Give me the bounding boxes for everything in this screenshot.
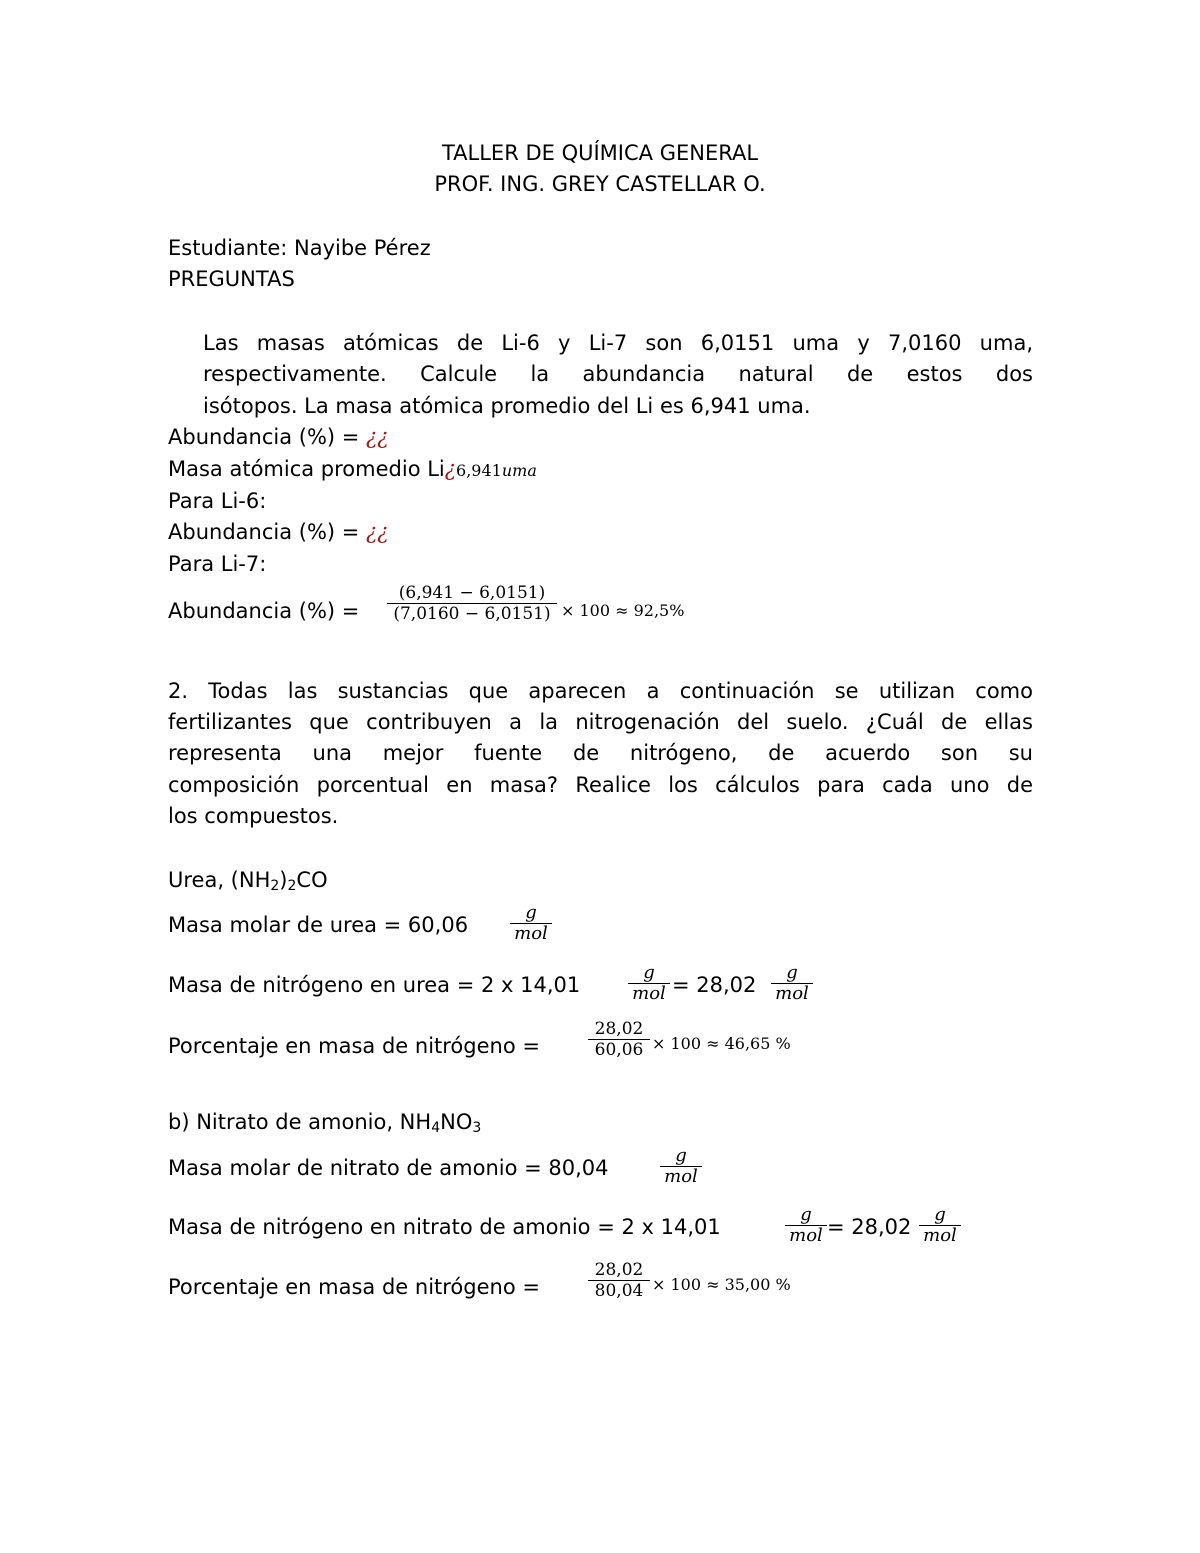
nitrate-molar-label: Masa molar de nitrato de amonio = 80,04 — [168, 1156, 609, 1180]
nitrate-percent-fraction — [588, 1260, 650, 1301]
unit-fraction — [785, 1205, 827, 1246]
average-mass-line — [168, 456, 537, 484]
urea-percent-label: Porcentaje en masa de nitrógeno = — [168, 1034, 540, 1058]
q1-line-1: Las masas atómicas de Li-6 y Li-7 son 6,0151 uma y 7,0160 uma, — [203, 331, 1033, 355]
unit-mol: mol — [789, 1225, 823, 1246]
unit-g: g — [510, 903, 552, 924]
urea-molar-label: Masa molar de urea = 60,06 — [168, 913, 469, 937]
urea-nitrogen-label: Masa de nitrógeno en urea = 2 x 14,01 — [168, 973, 581, 997]
unit-fraction — [771, 963, 813, 1004]
nitrate-percent-numerator: 28,02 — [588, 1260, 650, 1281]
q1-line-2: respectivamente. Calcule la abundancia natural de estos dos — [203, 362, 1033, 386]
abundance-line-2 — [168, 519, 389, 545]
unit-g: g — [660, 1146, 702, 1167]
li6-label: Para Li-6: — [168, 489, 267, 513]
document-title: TALLER DE QUÍMICA GENERAL — [441, 141, 759, 165]
unit-fraction — [919, 1205, 961, 1246]
nitrate-nitrogen-eq: = 28,02 — [827, 1215, 912, 1239]
section-label: PREGUNTAS — [168, 267, 295, 291]
average-mass-label: Masa atómica promedio Li — [168, 457, 445, 481]
unit-fraction — [660, 1146, 702, 1187]
urea-percent-result: × 100 ≈ 46,65 % — [652, 1034, 791, 1053]
urea-subscript-2: 2 — [287, 878, 297, 894]
urea-nitrogen-eq: = 28,02 — [672, 973, 757, 997]
unit-g: g — [785, 1205, 827, 1226]
nitrate-percent-result: × 100 ≈ 35,00 % — [652, 1275, 791, 1294]
unit-mol: mol — [514, 923, 548, 944]
li7-result: × 100 ≈ 92,5% — [561, 601, 685, 620]
average-mass-unit: uma — [501, 461, 537, 480]
nitrate-title — [168, 1109, 481, 1135]
abundance-label: Abundancia (%) = — [168, 425, 367, 449]
nitrate-subscript-2: 3 — [472, 1120, 482, 1136]
unit-fraction — [510, 903, 552, 944]
missing-equation-glyph: ¿ — [444, 457, 457, 481]
unit-mol: mol — [775, 983, 809, 1004]
unit-g: g — [771, 963, 813, 984]
average-mass-value: 6,941 — [456, 461, 502, 480]
student-line: Estudiante: Nayibe Pérez — [168, 236, 431, 260]
urea-subscript-1: 2 — [270, 878, 280, 894]
q2-line-5: los compuestos. — [168, 804, 339, 828]
unit-mol: mol — [664, 1166, 698, 1187]
nitrate-subscript-1: 4 — [431, 1120, 441, 1136]
unit-mol: mol — [632, 983, 666, 1004]
unit-mol: mol — [923, 1225, 957, 1246]
q1-line-3: isótopos. La masa atómica promedio del Li es 6,941 uma. — [203, 394, 811, 418]
unit-g: g — [628, 963, 670, 984]
li7-numerator: (6,941 − 6,0151) — [387, 583, 557, 604]
urea-percent-denominator: 60,06 — [594, 1040, 644, 1060]
urea-title-mid: ) — [279, 868, 288, 892]
unit-fraction — [628, 963, 670, 1004]
nitrate-percent-label: Porcentaje en masa de nitrógeno = — [168, 1275, 540, 1299]
q2-line-3: representa una mejor fuente de nitrógeno, de acuerdo son su — [168, 741, 1033, 765]
urea-percent-fraction — [588, 1019, 650, 1060]
professor-line: PROF. ING. GREY CASTELLAR O. — [434, 172, 766, 196]
unit-g: g — [919, 1205, 961, 1226]
urea-title — [168, 867, 328, 893]
urea-percent-numerator: 28,02 — [588, 1019, 650, 1040]
abundance-label: Abundancia (%) = — [168, 599, 360, 623]
li7-denominator: (7,0160 − 6,0151) — [393, 604, 551, 624]
missing-equation-glyph: ¿¿ — [366, 425, 389, 449]
abundance-line-1 — [168, 424, 389, 450]
q2-line-2: fertilizantes que contribuyen a la nitrogenación del suelo. ¿Cuál de ellas — [168, 710, 1033, 734]
q2-line-4: composición porcentual en masa? Realice los cálculos para cada uno de — [168, 773, 1033, 797]
missing-equation-glyph: ¿¿ — [366, 520, 389, 544]
li7-fraction — [387, 583, 557, 624]
nitrate-title-mid: NO — [440, 1110, 473, 1134]
nitrate-title-prefix: b) Nitrato de amonio, NH — [168, 1110, 432, 1134]
urea-title-prefix: Urea, (NH — [168, 868, 271, 892]
q2-line-1: 2. Todas las sustancias que aparecen a continuación se utilizan como — [168, 679, 1033, 703]
nitrate-percent-denominator: 80,04 — [594, 1281, 644, 1301]
abundance-label: Abundancia (%) = — [168, 520, 367, 544]
li7-label: Para Li-7: — [168, 552, 267, 576]
nitrate-nitrogen-label: Masa de nitrógeno en nitrato de amonio = 2 x 14,01 — [168, 1215, 721, 1239]
urea-title-suffix: CO — [296, 868, 328, 892]
